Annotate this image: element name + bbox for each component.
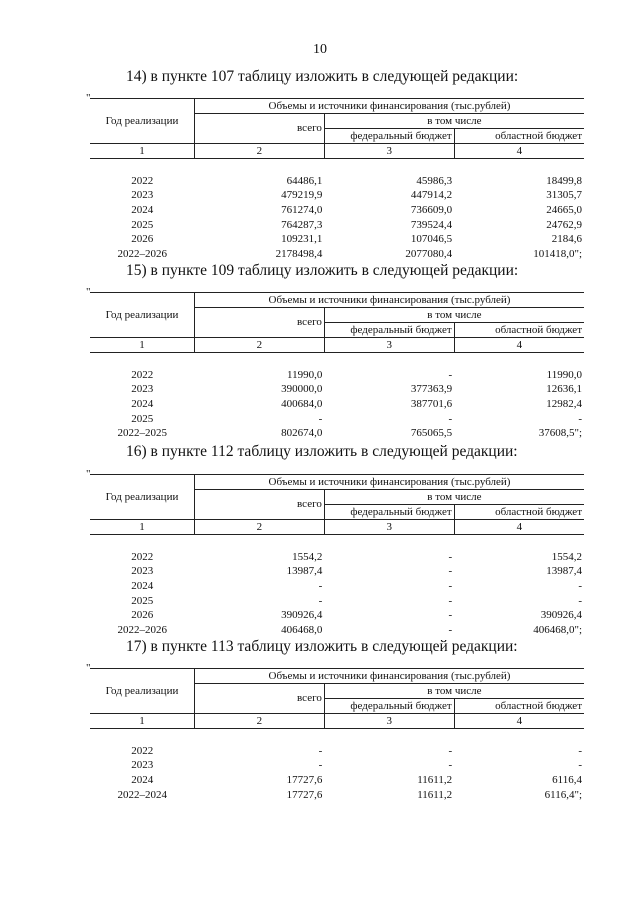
total-cell: 761274,0 <box>281 204 323 217</box>
total-cell: 17727,6 <box>286 788 323 801</box>
total-cell: 11990,0 <box>286 368 323 381</box>
year-cell: 2024 <box>131 580 154 593</box>
regional-cell: - <box>578 759 582 772</box>
opening-quote: " <box>86 662 91 674</box>
total-header: всего <box>195 114 325 144</box>
including-header: в том числе <box>324 308 584 323</box>
total-cell: 406468,0 <box>281 623 323 636</box>
federal-cell: - <box>448 412 453 425</box>
federal-cell: 765065,5 <box>410 427 453 440</box>
column-number: 3 <box>324 520 454 535</box>
regional-cell: 13987,4 <box>546 565 582 578</box>
column-number: 4 <box>454 144 584 159</box>
column-number: 3 <box>324 338 454 353</box>
year-header: Год реализации <box>90 293 195 338</box>
table-row <box>90 773 584 788</box>
federal-cell: 447914,2 <box>410 189 453 202</box>
column-number: 4 <box>454 714 584 729</box>
table-row <box>90 758 584 773</box>
column-number: 2 <box>195 338 325 353</box>
table-row <box>90 188 584 203</box>
regional-cell: 406468,0"; <box>533 623 582 636</box>
total-cell: - <box>318 580 323 593</box>
regional-cell: 390926,4 <box>540 609 582 622</box>
year-cell: 2024 <box>131 774 154 787</box>
regional-cell: 31305,7 <box>546 189 582 202</box>
column-number: 1 <box>90 714 195 729</box>
year-cell: 2026 <box>131 609 154 622</box>
page-number: 10 <box>313 42 327 57</box>
total-cell: 1554,2 <box>292 550 323 563</box>
year-cell: 2023 <box>131 189 154 202</box>
federal-cell: 377363,9 <box>410 383 453 396</box>
including-header: в том числе <box>324 684 584 699</box>
year-cell: 2023 <box>131 565 154 578</box>
table-row <box>90 608 584 623</box>
table-row <box>90 564 584 579</box>
federal-cell: - <box>448 609 453 622</box>
total-cell: 802674,0 <box>281 427 323 440</box>
including-header: в том числе <box>324 114 584 129</box>
regional-header: областной бюджет <box>454 323 584 338</box>
year-cell: 2023 <box>131 383 154 396</box>
total-cell: - <box>318 412 323 425</box>
regional-cell: 6116,4 <box>552 774 582 787</box>
year-cell: 2025 <box>131 218 154 231</box>
regional-cell: 37608,5"; <box>538 427 582 440</box>
year-cell: 2022–2026 <box>117 247 167 260</box>
year-cell: 2024 <box>131 204 154 217</box>
total-header: всего <box>195 490 325 520</box>
regional-cell: 101418,0"; <box>533 247 582 260</box>
total-header: всего <box>195 684 325 714</box>
regional-cell: 18499,8 <box>546 174 582 187</box>
regional-cell: 1554,2 <box>551 550 582 563</box>
section-heading: 16) в пункте 112 таблицу изложить в следующей редакции: <box>126 443 518 460</box>
table-row <box>90 593 584 608</box>
opening-quote: " <box>86 92 91 104</box>
year-cell: 2025 <box>131 412 154 425</box>
regional-cell: 12982,4 <box>546 398 582 411</box>
financing-table <box>90 98 584 261</box>
column-number: 3 <box>324 144 454 159</box>
table-row <box>90 217 584 232</box>
total-cell: 390000,0 <box>281 383 323 396</box>
table-row <box>90 232 584 247</box>
column-number: 4 <box>454 520 584 535</box>
regional-cell: - <box>578 744 582 757</box>
federal-cell: - <box>448 759 453 772</box>
column-number: 1 <box>90 144 195 159</box>
column-number: 2 <box>195 520 325 535</box>
total-cell: 479219,9 <box>281 189 323 202</box>
year-cell: 2026 <box>131 233 154 246</box>
total-cell: 109231,1 <box>281 233 323 246</box>
federal-cell: - <box>448 368 453 381</box>
total-cell: 13987,4 <box>286 565 323 578</box>
total-header: всего <box>195 308 325 338</box>
year-cell: 2022–2026 <box>117 623 167 636</box>
year-cell: 2022 <box>131 174 154 187</box>
year-cell: 2025 <box>131 594 154 607</box>
section-heading: 15) в пункте 109 таблицу изложить в следующей редакции: <box>126 262 519 279</box>
financing-table <box>90 668 584 802</box>
volumes-header: Объемы и источники финансирования (тыс.рублей) <box>195 669 585 684</box>
table-row <box>90 411 584 426</box>
volumes-header: Объемы и источники финансирования (тыс.рублей) <box>195 475 585 490</box>
total-cell: - <box>318 594 323 607</box>
total-cell: 2178498,4 <box>275 247 323 260</box>
federal-cell: 2077080,4 <box>405 247 453 260</box>
total-cell: 764287,3 <box>281 218 323 231</box>
opening-quote: " <box>86 286 91 298</box>
column-number: 2 <box>195 144 325 159</box>
table-row <box>90 203 584 218</box>
federal-cell: - <box>448 550 453 563</box>
year-cell: 2022 <box>131 744 154 757</box>
total-cell: 390926,4 <box>281 609 323 622</box>
volumes-header: Объемы и источники финансирования (тыс.рублей) <box>195 99 585 114</box>
table-row <box>90 426 584 441</box>
federal-header: федеральный бюджет <box>324 129 454 144</box>
financing-table <box>90 292 584 441</box>
federal-cell: - <box>448 565 453 578</box>
regional-cell: - <box>578 594 582 607</box>
opening-quote: " <box>86 468 91 480</box>
table-row <box>90 397 584 412</box>
federal-cell: 11611,2 <box>417 774 453 787</box>
federal-header: федеральный бюджет <box>324 505 454 520</box>
year-cell: 2023 <box>131 759 154 772</box>
regional-cell: 24762,9 <box>546 218 582 231</box>
total-cell: 64486,1 <box>286 174 323 187</box>
column-number: 1 <box>90 338 195 353</box>
table-row <box>90 550 584 565</box>
regional-header: областной бюджет <box>454 129 584 144</box>
federal-header: федеральный бюджет <box>324 323 454 338</box>
table-row <box>90 579 584 594</box>
section-heading: 14) в пункте 107 таблицу изложить в следующей редакции: <box>126 68 519 85</box>
column-number: 2 <box>195 714 325 729</box>
total-cell: - <box>318 744 323 757</box>
regional-header: областной бюджет <box>454 699 584 714</box>
regional-cell: 2184,6 <box>551 233 582 246</box>
column-number: 3 <box>324 714 454 729</box>
regional-header: областной бюджет <box>454 505 584 520</box>
regional-cell: - <box>578 412 582 425</box>
federal-cell: 739524,4 <box>410 218 453 231</box>
regional-cell: 24665,0 <box>546 204 582 217</box>
regional-cell: - <box>578 580 582 593</box>
table-row <box>90 174 584 189</box>
total-cell: - <box>318 759 323 772</box>
federal-cell: 11611,2 <box>417 788 453 801</box>
including-header: в том числе <box>324 490 584 505</box>
table-row <box>90 787 584 802</box>
financing-table <box>90 474 584 637</box>
column-number: 4 <box>454 338 584 353</box>
table-row <box>90 368 584 383</box>
total-cell: 400684,0 <box>281 398 323 411</box>
year-header: Год реализации <box>90 99 195 144</box>
federal-cell: 387701,6 <box>410 398 453 411</box>
federal-cell: 107046,5 <box>410 233 453 246</box>
federal-header: федеральный бюджет <box>324 699 454 714</box>
federal-cell: 45986,3 <box>416 174 453 187</box>
federal-cell: - <box>448 623 453 636</box>
volumes-header: Объемы и источники финансирования (тыс.рублей) <box>195 293 585 308</box>
year-cell: 2022 <box>131 368 154 381</box>
regional-cell: 12636,1 <box>546 383 582 396</box>
table-row <box>90 247 584 262</box>
year-cell: 2024 <box>131 398 154 411</box>
regional-cell: 11990,0 <box>546 368 582 381</box>
federal-cell: - <box>448 744 453 757</box>
year-header: Год реализации <box>90 475 195 520</box>
table-row <box>90 382 584 397</box>
column-number: 1 <box>90 520 195 535</box>
federal-cell: - <box>448 594 453 607</box>
regional-cell: 6116,4"; <box>544 788 582 801</box>
year-cell: 2022–2024 <box>117 788 167 801</box>
table-row <box>90 744 584 759</box>
year-cell: 2022–2025 <box>117 427 167 440</box>
federal-cell: 736609,0 <box>410 204 453 217</box>
total-cell: 17727,6 <box>286 774 323 787</box>
year-header: Год реализации <box>90 669 195 714</box>
table-row <box>90 623 584 638</box>
federal-cell: - <box>448 580 453 593</box>
year-cell: 2022 <box>131 550 154 563</box>
section-heading: 17) в пункте 113 таблицу изложить в следующей редакции: <box>126 638 518 655</box>
